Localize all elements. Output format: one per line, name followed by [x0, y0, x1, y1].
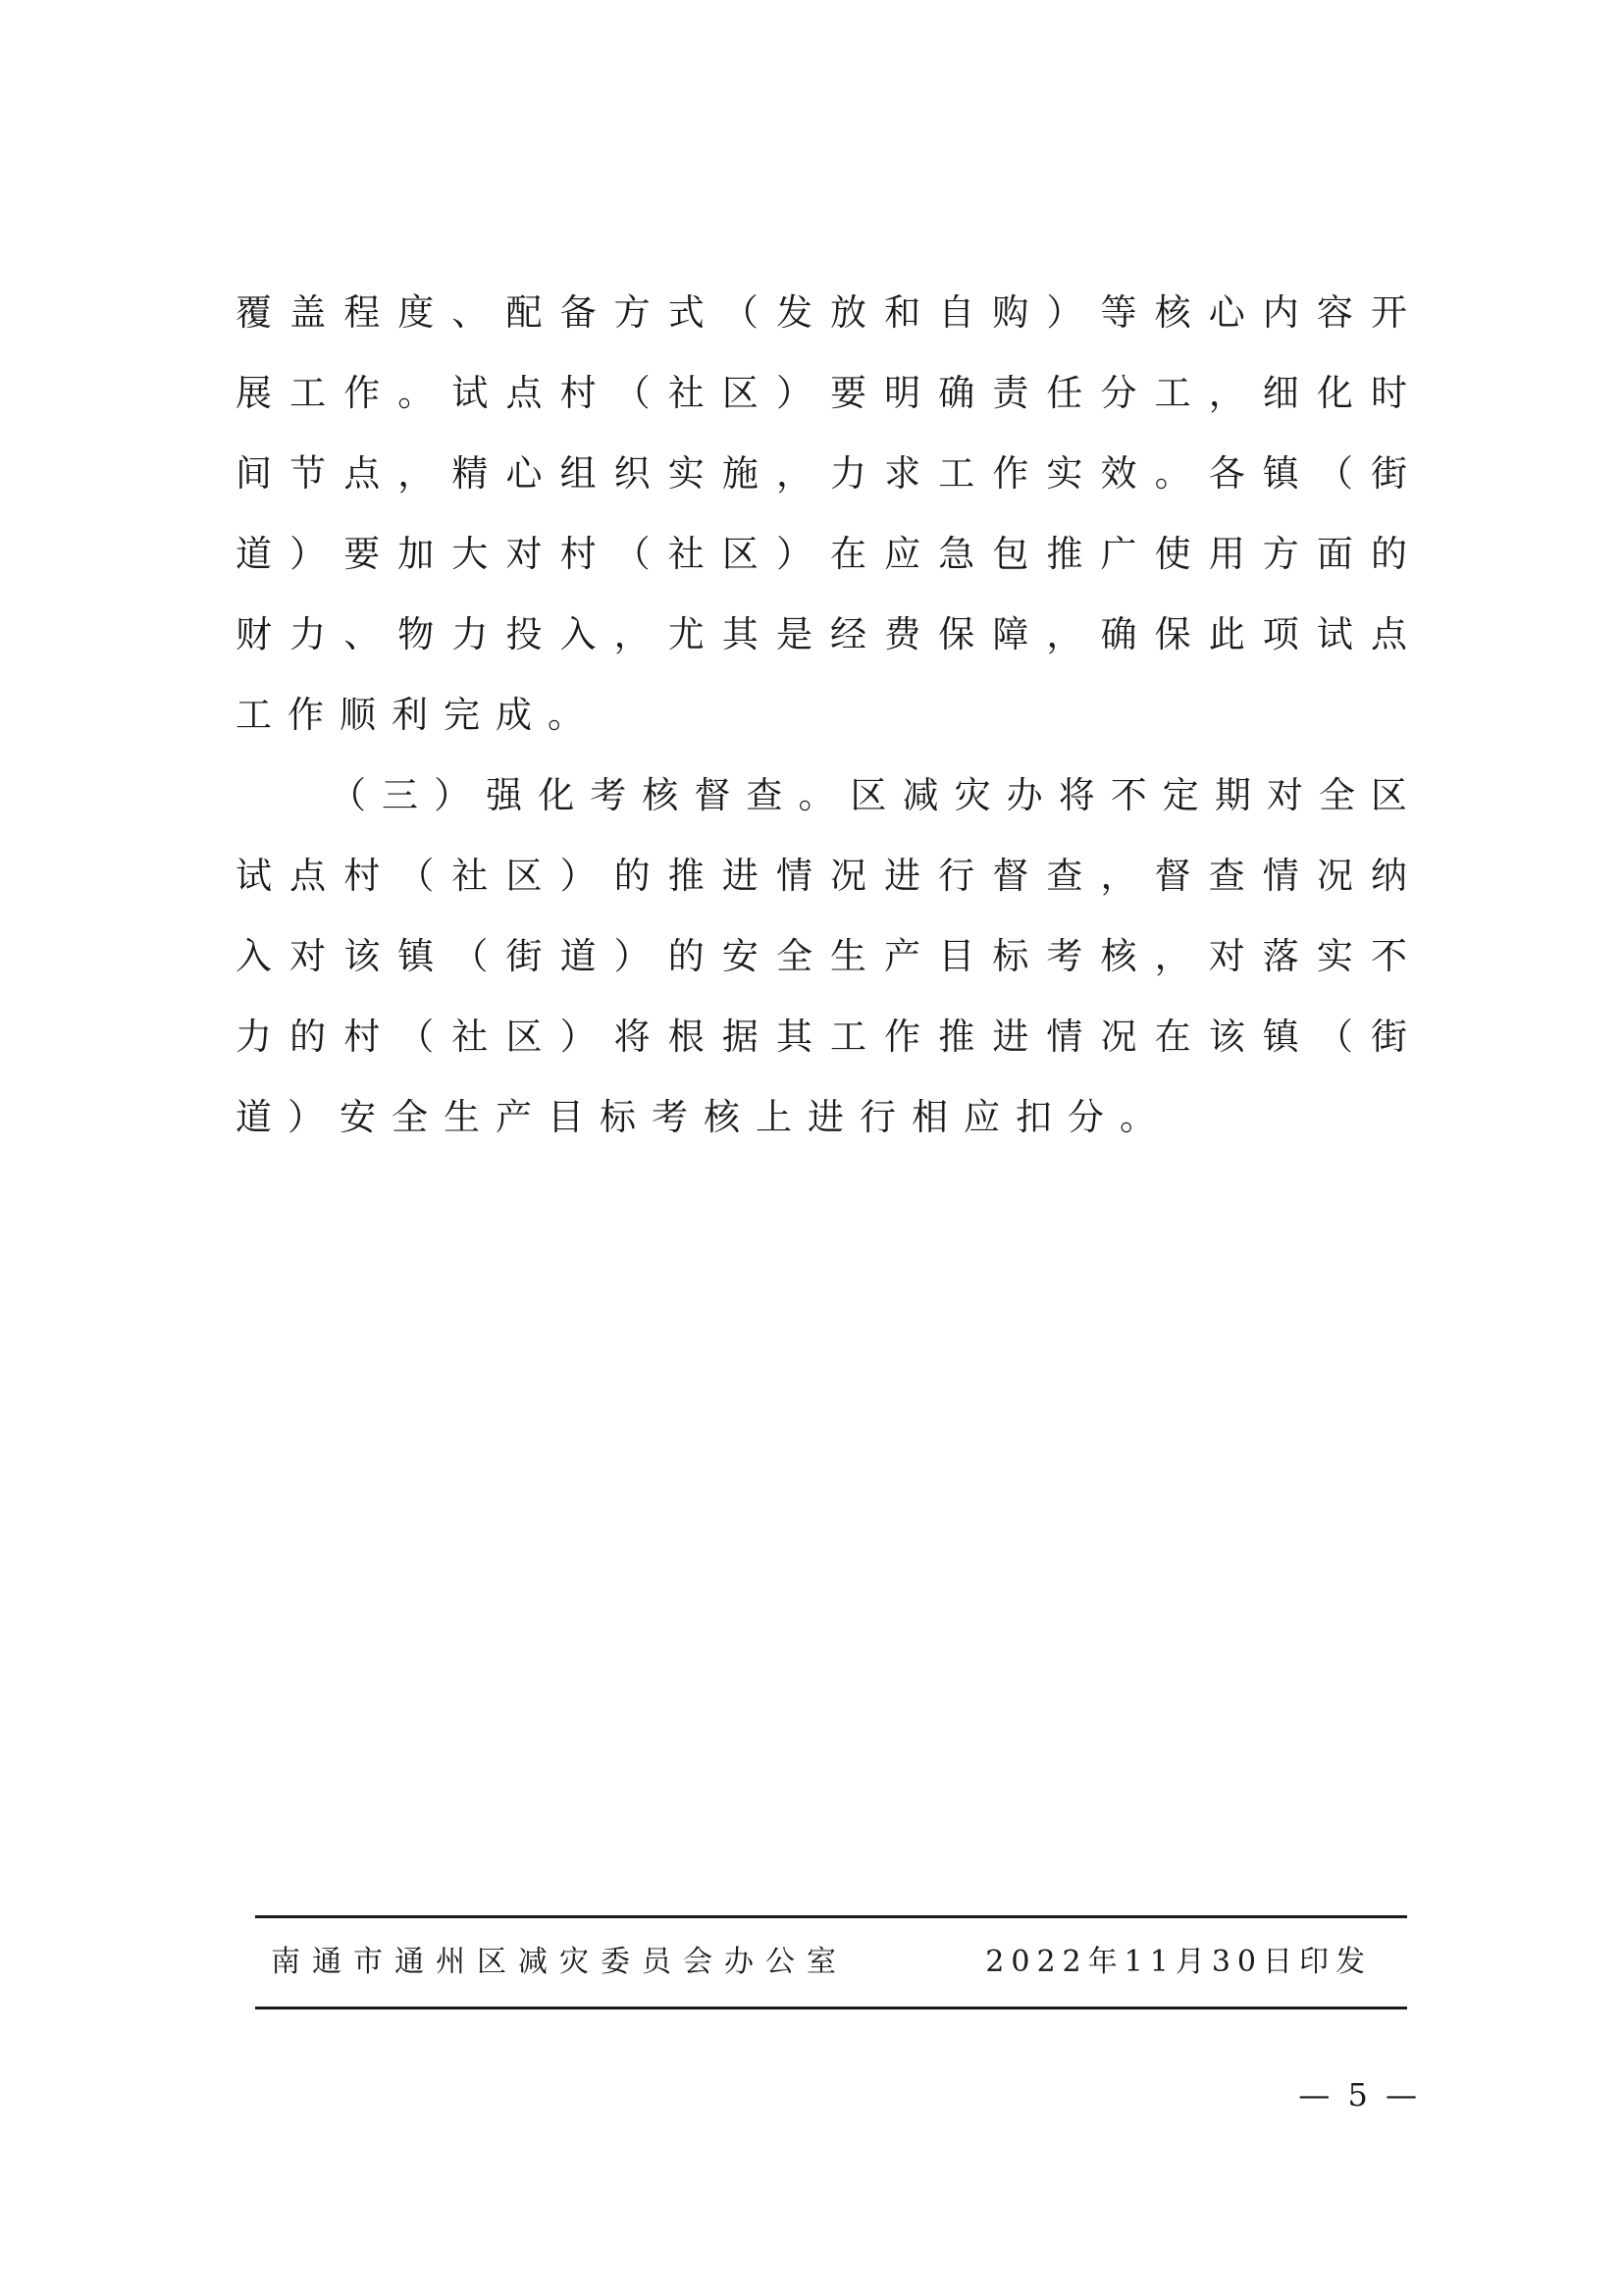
issue-date: 2022年11月30日印发 — [985, 1945, 1372, 1979]
imprint-top-rule — [255, 1915, 1407, 1918]
paragraph-continuation: 覆盖程度、配备方式（发放和自购）等核心内容开展工作。试点村（社区）要明确责任分工，细化时间节点，精心组织实施，力求工作实效。各镇（街道）要加大对村（社区）在应急包推广使用方面的财力、物力投入，尤其是经费保障，确保此项试点工作顺利完成。 — [236, 291, 1423, 736]
issuing-office: 南通市通州区减灾委员会办公室 — [271, 1945, 848, 1979]
paragraph-section-three: （三）强化考核督查。区减灾办将不定期对全区试点村（社区）的推进情况进行督查，督查情况纳入对该镇（街道）的安全生产目标考核，对落实不力的村（社区）将根据其工作推进情况在该镇（街道）安全生产目标考核上进行相应扣分。 — [236, 774, 1423, 1138]
imprint-bottom-rule — [255, 2007, 1407, 2009]
page-number: — 5 — — [1298, 2076, 1421, 2113]
imprint-block — [255, 1915, 1407, 2011]
document-body — [236, 273, 1423, 1158]
